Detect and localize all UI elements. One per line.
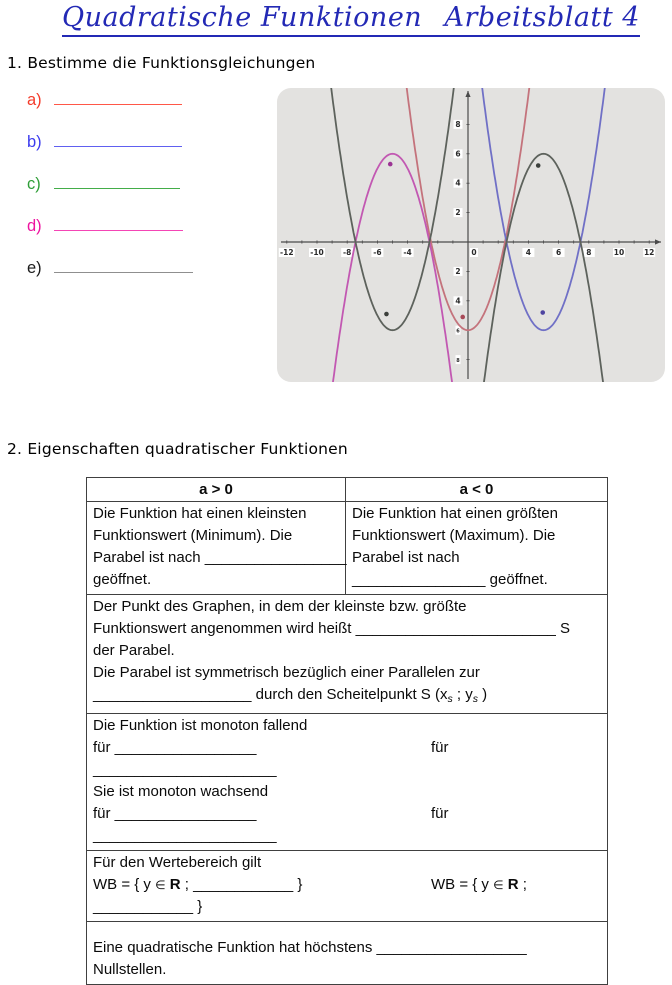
worksheet-title: [62, 2, 640, 37]
dark-parabola-right-point: [536, 163, 541, 168]
text-segment: ∈: [493, 878, 504, 892]
text-segment: WB = { y: [93, 876, 156, 893]
text-segment: ; ____________ }: [180, 876, 303, 893]
red-parabola-point: [460, 315, 465, 320]
function-list-item-c: [27, 175, 193, 217]
text-segment: ∈: [155, 878, 166, 892]
title-right: Arbeitsblatt 4: [444, 2, 640, 33]
table-line: ______________________: [93, 827, 277, 844]
table-line: [93, 803, 601, 825]
table-line: Sie ist monoton wachsend: [93, 783, 269, 800]
table-line: der Parabel.: [93, 642, 175, 659]
table-line: Für den Wertebereich gilt: [93, 854, 262, 871]
magenta-parabola-point: [388, 162, 393, 167]
text-segment: ;: [518, 876, 527, 893]
table-header-a-negative: a < 0: [345, 478, 607, 501]
table-header-a-positive: a > 0: [199, 481, 233, 498]
magenta-parabola: [328, 154, 461, 382]
table-row-min-max: [87, 501, 607, 594]
svg-text:-12: -12: [280, 248, 294, 257]
table-line: Eine quadratische Funktion hat höchstens __________________: [93, 939, 527, 956]
table-line: Funktionswert (Minimum). Die: [93, 527, 293, 544]
title-left: Quadratische Funktionen: [62, 2, 423, 33]
svg-text:8: 8: [456, 358, 460, 365]
line-right-part: [431, 874, 527, 896]
svg-text:-10: -10: [310, 248, 324, 257]
table-line: Die Funktion hat einen kleinsten: [93, 505, 307, 522]
line-left-part: [93, 876, 302, 893]
svg-text:-6: -6: [373, 248, 382, 257]
table-line: Nullstellen.: [93, 961, 167, 978]
table-cell-minimum: [87, 502, 345, 594]
table-line: Funktionswert angenommen wird heißt ________________________ S: [93, 620, 571, 637]
table-line: Die Parabel ist symmetrisch bezüglich einer Parallelen zur: [93, 664, 480, 681]
table-line: [93, 737, 601, 759]
item-label: e): [27, 259, 42, 277]
function-list-item-b: [27, 133, 193, 175]
svg-text:2: 2: [455, 208, 461, 218]
section2-heading: 2. Eigenschaften quadratischer Funktionen: [7, 440, 348, 458]
item-label: a): [27, 91, 42, 109]
table-line: ________________ geöffnet.: [352, 571, 548, 588]
table-row-scheitelpunkt: [87, 594, 607, 713]
text-segment: s: [447, 693, 453, 705]
section1-heading: 1. Bestimme die Funktionsgleichungen: [7, 54, 316, 72]
table-row-monotonie: [87, 713, 607, 850]
line-left-part: für _________________: [93, 805, 257, 822]
svg-text:4: 4: [525, 248, 532, 257]
svg-text:4: 4: [455, 178, 461, 188]
table-line: [93, 874, 601, 896]
text-segment: WB = { y: [431, 876, 494, 893]
text-segment: s: [472, 693, 478, 705]
table-line: Die Funktion ist monoton fallend: [93, 717, 308, 734]
svg-text:2: 2: [455, 266, 461, 276]
table-line: [93, 896, 601, 918]
blue-parabola: [479, 88, 609, 330]
line-right-part: für: [431, 805, 449, 822]
table-row-nullstellen: [87, 921, 607, 984]
function-graph: [277, 88, 665, 382]
answer-blank: [54, 218, 183, 231]
table-line: Der Punkt des Graphen, in dem der kleinste bzw. größte: [93, 598, 467, 615]
table-line: Funktionswert (Maximum). Die: [352, 527, 556, 544]
svg-text:6: 6: [455, 149, 461, 159]
answer-blank: [54, 134, 182, 147]
svg-text:12: 12: [643, 248, 655, 257]
graph-panel: [277, 88, 665, 382]
answer-blank: [54, 176, 180, 189]
function-list-item-a: [27, 91, 193, 133]
table-row-wertebereich: [87, 850, 607, 921]
function-list-item-d: [27, 217, 193, 259]
line-left-part: für _________________: [93, 739, 257, 756]
table-line: Die Funktion hat einen größten: [352, 505, 558, 522]
table-cell-maximum: [345, 502, 607, 594]
svg-text:-4: -4: [403, 248, 412, 257]
answer-blank: [54, 92, 182, 105]
svg-text:6: 6: [555, 248, 562, 257]
table-header-row: [87, 478, 607, 501]
table-line: ___________________ durch den Scheitelpunkt S ($x_s$ ; $y_s$ ): [93, 686, 488, 705]
properties-table: [86, 477, 608, 985]
svg-text:-8: -8: [343, 248, 352, 257]
table-line: ______________________: [93, 761, 277, 778]
blue-parabola-point: [540, 310, 545, 315]
svg-text:4: 4: [455, 296, 461, 306]
table-line: Parabel ist nach: [352, 549, 460, 566]
svg-text:0: 0: [471, 248, 477, 257]
text-segment: ____________ }: [93, 898, 203, 915]
svg-text:6: 6: [456, 328, 460, 335]
dark-parabola-left-point: [384, 312, 389, 317]
line-right-part: für: [431, 739, 449, 756]
answer-blank: [54, 260, 193, 273]
table-line: Parabel ist nach _________________: [93, 549, 347, 566]
item-label: d): [27, 217, 42, 235]
dark-parabola-right: [479, 154, 609, 382]
text-segment: R: [507, 876, 519, 893]
svg-text:10: 10: [613, 248, 625, 257]
svg-text:8: 8: [455, 119, 461, 129]
item-label: c): [27, 175, 41, 193]
function-list: [27, 91, 193, 301]
svg-text:8: 8: [586, 248, 592, 257]
item-label: b): [27, 133, 42, 151]
table-line: geöffnet.: [93, 571, 152, 588]
function-list-item-e: [27, 259, 193, 301]
dark-parabola-left: [328, 88, 461, 330]
text-segment: R: [169, 876, 181, 893]
